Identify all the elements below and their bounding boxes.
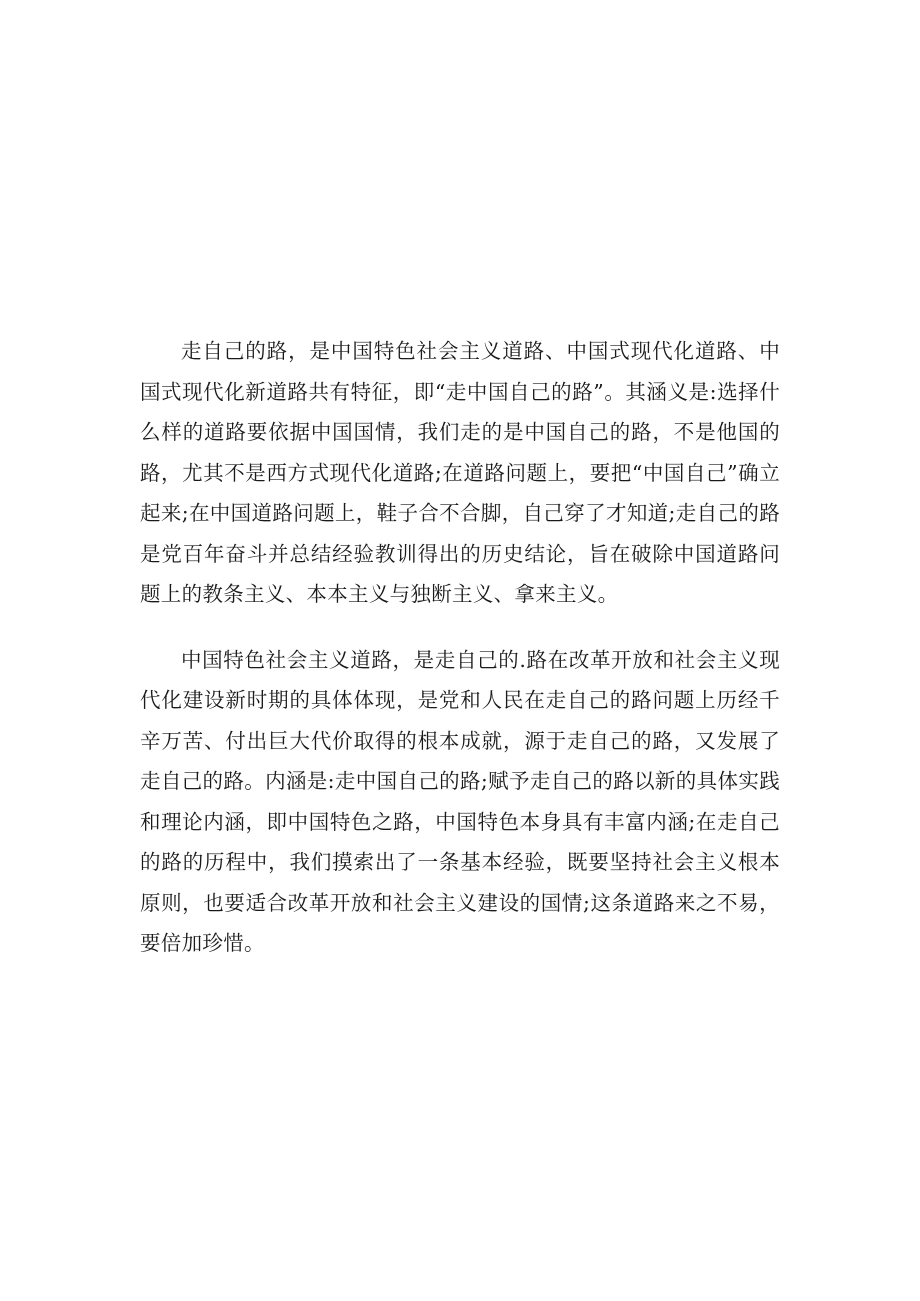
paragraph-1: 走自己的路，是中国特色社会主义道路、中国式现代化道路、中国式现代化新道路共有特征，即“走中国自己的路”。其涵义是:选择什么样的道路要依据中国国情，我们走的是中国自己的路，不是他国的路，尤其不是西方式现代化道路;在道路问题上，要把“中国自己”确立起来;在中国道路问题上，鞋子合不合脚，自己穿了才知道;走自己的路是党百年奋斗并总结经验教训得出的历史结论，旨在破除中国道路问题上的教条主义、本本主义与独断主义、拿来主义。 xyxy=(140,339,780,606)
paragraph-2: 中国特色社会主义道路，是走自己的.路在改革开放和社会主义现代化建设新时期的具体体现，是党和人民在走自己的路问题上历经千辛万苦、付出巨大代价取得的根本成就，源于走自己的路，又发展了走自己的路。内涵是:走中国自己的路;赋予走自己的路以新的具体实践和理论内涵，即中国特色之路，中国特色本身具有丰富内涵;在走自己的路的历程中，我们摸索出了一条基本经验，既要坚持社会主义根本原则，也要适合改革开放和社会主义建设的国情;这条道路来之不易，要倍加珍惜。 xyxy=(140,647,780,955)
document-body xyxy=(140,331,780,964)
